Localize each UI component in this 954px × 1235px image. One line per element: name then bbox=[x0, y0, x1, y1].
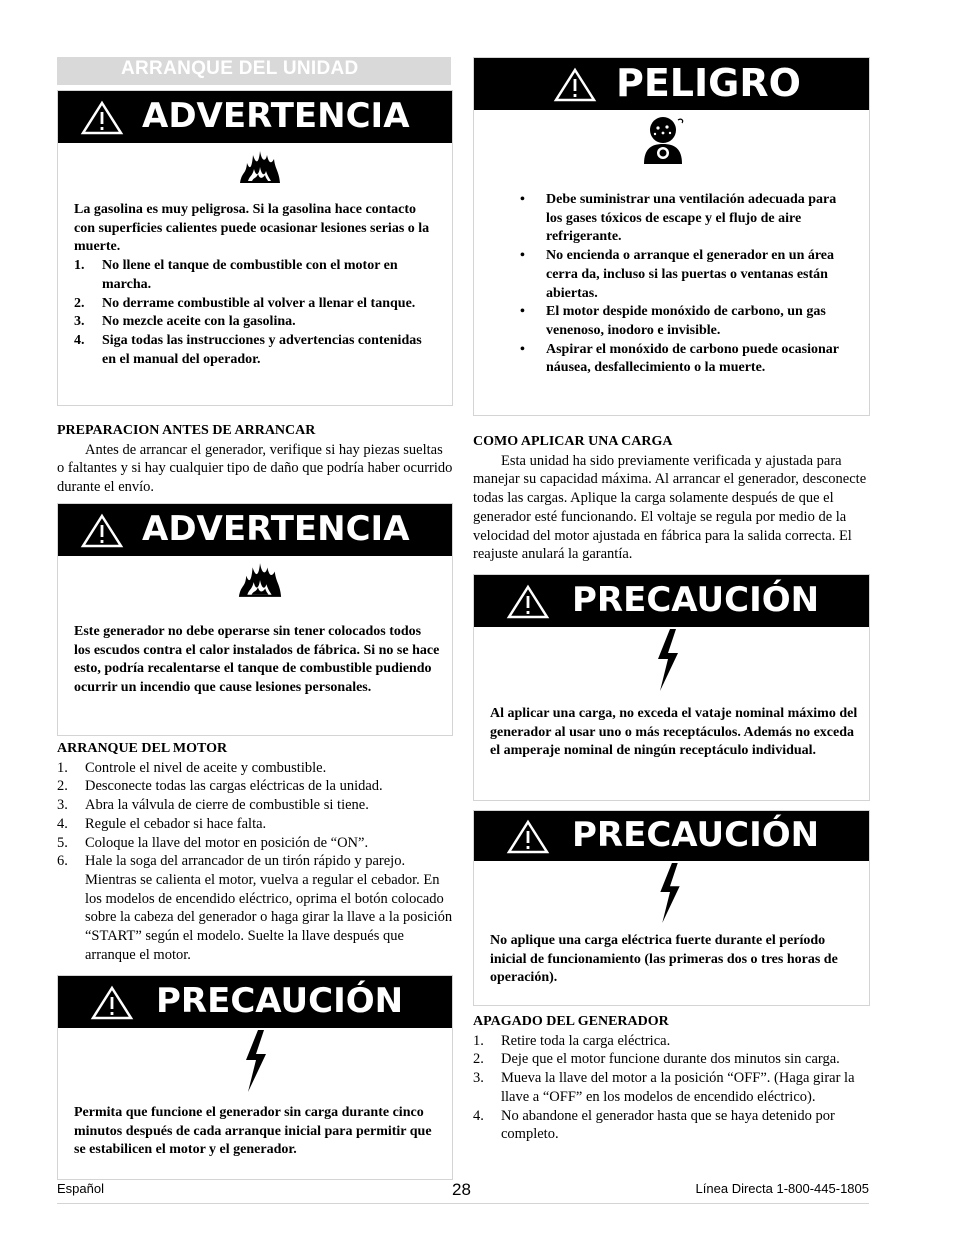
caution-band bbox=[474, 575, 869, 627]
danger-title: PELIGRO bbox=[616, 61, 801, 105]
caution-box-break-in bbox=[473, 810, 870, 1006]
list-text: Regule el cebador si hace falta. bbox=[85, 815, 267, 832]
list-bullet: • bbox=[520, 192, 525, 207]
section-title: ARRANQUE DEL UNIDAD bbox=[121, 58, 359, 79]
section-title-bar bbox=[57, 57, 451, 85]
list-item bbox=[473, 1107, 873, 1144]
list-bullet: • bbox=[520, 304, 525, 320]
danger-box bbox=[473, 57, 870, 416]
motor-steps bbox=[57, 759, 457, 965]
list-item bbox=[518, 191, 848, 247]
caution-box-load bbox=[473, 574, 870, 801]
list-text: Controle el nivel de aceite y combustible. bbox=[85, 759, 327, 776]
list-number: 2. bbox=[473, 1051, 484, 1068]
caution-body: Permita que funcione el generador sin carga durante cinco minutos después de cada arranque inicial para permitir que se estabilicen el motor y el generador. bbox=[74, 1105, 432, 1158]
danger-list bbox=[518, 191, 848, 378]
caution-body: Al aplicar una carga, no exceda el vataje nominal máximo del generador al usar uno o más receptáculos. Además no exceda el amperaje nominal de ningún receptáculo individual. bbox=[490, 706, 858, 759]
load-section bbox=[473, 433, 870, 564]
caution-body: No aplique una carga eléctrica fuerte durante el período inicial de funcionamiento (las primeras dos o tres horas de operación). bbox=[490, 933, 838, 986]
list-text: El motor despide monóxido de carbono, un gas venenoso, inodoro e invisible. bbox=[546, 304, 826, 338]
list-text: Deje que el motor funcione durante dos minutos sin carga. bbox=[501, 1051, 840, 1068]
warning-box-gasoline bbox=[57, 90, 453, 406]
warning-box-heat-shields bbox=[57, 503, 453, 736]
list-number: 5. bbox=[57, 834, 68, 851]
list-number: 6. bbox=[57, 853, 68, 870]
list-bullet: • bbox=[520, 341, 525, 357]
shutdown-section bbox=[473, 1013, 873, 1144]
list-item bbox=[518, 247, 848, 303]
toxic-gas-icon bbox=[638, 114, 688, 166]
warning-triangle-icon bbox=[80, 513, 124, 549]
fire-icon bbox=[236, 561, 284, 599]
warning-triangle-icon bbox=[80, 100, 124, 136]
caution-band bbox=[474, 811, 869, 861]
list-item bbox=[473, 1069, 873, 1106]
list-item bbox=[518, 303, 848, 340]
list-item bbox=[74, 332, 438, 369]
list-text: Hale la soga del arrancador de un tirón rápido y parejo. Mientras se calienta el motor, vuelva a regular el cebador. En los modelos de encendido eléctrico, oprima el botón colocado sobre la cabeza del generador o haga girar la llave a la posición “START” según el modelo. Suelte la llave después que arranque el motor. bbox=[85, 853, 453, 963]
caution-band bbox=[58, 976, 452, 1028]
warning-triangle-icon bbox=[506, 819, 550, 855]
lightning-icon bbox=[656, 629, 680, 691]
list-item bbox=[57, 796, 457, 815]
prep-text: Antes de arrancar el generador, verifique si hay piezas sueltas o faltantes y si hay cualquier tipo de daño que podría haber ocurrido durante el envío. bbox=[57, 441, 453, 496]
list-item bbox=[74, 295, 438, 314]
caution-title: PRECAUCIÓN bbox=[156, 981, 404, 1021]
list-number: 3. bbox=[57, 797, 68, 814]
warning-triangle-icon bbox=[506, 584, 550, 620]
list-item bbox=[57, 777, 457, 796]
list-number: 4. bbox=[473, 1107, 484, 1124]
prep-heading: PREPARACION ANTES DE ARRANCAR bbox=[57, 423, 316, 438]
warning-band bbox=[58, 504, 452, 556]
list-text: Retire toda la carga eléctrica. bbox=[501, 1032, 671, 1049]
motor-start-section bbox=[57, 740, 457, 964]
list-number: 1. bbox=[74, 258, 85, 274]
lightning-icon bbox=[244, 1030, 268, 1092]
list-text: Mueva la llave del motor a la posición “OFF”. (Haga girar la llave a “OFF” en los modelos de encendido eléctrico). bbox=[501, 1070, 855, 1105]
motor-heading: ARRANQUE DEL MOTOR bbox=[57, 741, 228, 756]
list-number: 4. bbox=[57, 815, 68, 832]
warning-body bbox=[74, 201, 438, 369]
list-item bbox=[473, 1050, 873, 1069]
caution-title: PRECAUCIÓN bbox=[572, 815, 820, 855]
list-number: 2. bbox=[57, 778, 68, 795]
list-item bbox=[57, 834, 457, 853]
list-text: Abra la válvula de cierre de combustible si tiene. bbox=[85, 797, 369, 814]
warning-list bbox=[74, 257, 438, 369]
list-text: Debe suministrar una ventilación adecuada para los gases tóxicos de escape y el flujo de aire refrigerante. bbox=[546, 192, 837, 245]
warning-triangle-icon bbox=[552, 67, 598, 103]
shutdown-heading: APAGADO DEL GENERADOR bbox=[473, 1014, 669, 1029]
page-number: 28 bbox=[452, 1180, 471, 1199]
lightning-icon bbox=[658, 863, 682, 923]
list-item bbox=[74, 257, 438, 294]
load-text: Esta unidad ha sido previamente verificada y ajustada para manejar su capacidad máxima. Al arrancar el generador, desconecte todas las cargas. Aplique la carga solamente después de que el generador esté funcionando. El voltaje se regula por medio de la velocidad del motor ajustada en fábrica para la salida correcta. El reajuste anulará la garantía. bbox=[473, 452, 867, 563]
list-number: 1. bbox=[473, 1032, 484, 1049]
list-item bbox=[57, 815, 457, 834]
load-heading: COMO APLICAR UNA CARGA bbox=[473, 434, 673, 449]
list-item bbox=[518, 341, 848, 378]
list-text: No derrame combustible al volver a llenar el tanque. bbox=[102, 295, 416, 311]
footer-rule bbox=[57, 1203, 869, 1204]
warning-body: Este generador no debe operarse sin tener colocados todos los escudos contra el calor instalados de fábrica. Si no se hace esto, podría recalentarse el tanque de combustible pudiendo ocurrir un incendio que cause lesiones personales. bbox=[74, 624, 440, 696]
fire-icon bbox=[238, 149, 282, 185]
list-item bbox=[74, 313, 438, 332]
warning-intro: La gasolina es muy peligrosa. Si la gasolina hace contacto con superficies calientes puede ocasionar lesiones serias o la muerte. bbox=[74, 202, 430, 255]
list-number: 1. bbox=[57, 759, 68, 776]
list-text: No mezcle aceite con la gasolina. bbox=[102, 314, 296, 330]
list-text: Desconecte todas las cargas eléctricas de la unidad. bbox=[85, 778, 383, 795]
list-item bbox=[473, 1032, 873, 1051]
shutdown-steps bbox=[473, 1032, 873, 1144]
list-number: 3. bbox=[473, 1070, 484, 1087]
list-number: 3. bbox=[74, 314, 85, 330]
footer-language: Español bbox=[57, 1181, 104, 1196]
warning-title: ADVERTENCIA bbox=[142, 509, 410, 549]
prep-section bbox=[57, 422, 453, 497]
list-text: Coloque la llave del motor en posición de “ON”. bbox=[85, 834, 369, 851]
caution-title: PRECAUCIÓN bbox=[572, 580, 820, 620]
warning-band bbox=[58, 91, 452, 143]
warning-triangle-icon bbox=[90, 985, 134, 1021]
warning-title: ADVERTENCIA bbox=[142, 96, 410, 136]
list-text: No encienda o arranque el generador en un área cerra da, incluso si las puertas o ventanas están abiertas. bbox=[546, 248, 835, 301]
footer-hotline: Línea Directa 1-800-445-1805 bbox=[695, 1181, 869, 1196]
list-text: No llene el tanque de combustible con el motor en marcha. bbox=[102, 258, 398, 292]
danger-band bbox=[474, 58, 869, 110]
caution-box-warmup bbox=[57, 975, 453, 1180]
list-text: No abandone el generador hasta que se haya detenido por completo. bbox=[501, 1107, 835, 1143]
list-item bbox=[57, 852, 457, 964]
list-text: Siga todas las instrucciones y advertencias contenidas en el manual del operador. bbox=[102, 332, 422, 367]
list-number: 4. bbox=[74, 332, 85, 348]
list-text: Aspirar el monóxido de carbono puede ocasionar náusea, desfallecimiento o la muerte. bbox=[546, 341, 839, 376]
list-bullet: • bbox=[520, 248, 525, 264]
list-number: 2. bbox=[74, 295, 85, 311]
list-item bbox=[57, 759, 457, 778]
